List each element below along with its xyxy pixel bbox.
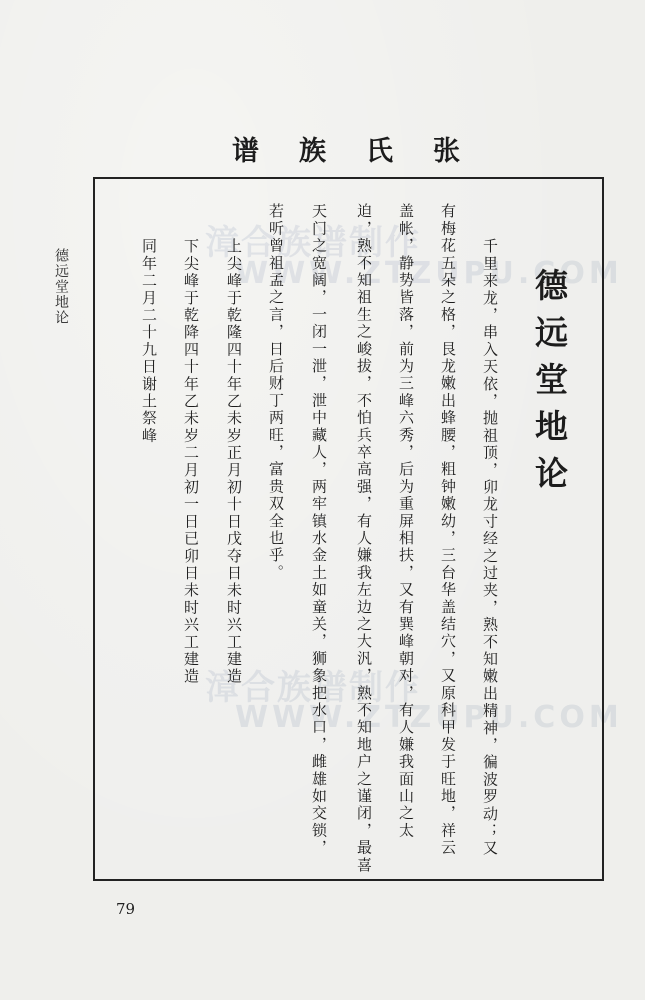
- watermark-url: WWW.ZTZUPU.COM: [235, 256, 623, 291]
- page-number: 79: [116, 900, 136, 918]
- text-column: 千里来龙，串入天依，抛祖顶，卯龙寸经之过夹，熟不知嫩出精神，徧波罗动；又: [481, 238, 499, 858]
- header-char: 族: [299, 135, 328, 167]
- text-column: 同年二月二十九日谢土祭峰: [140, 238, 158, 445]
- text-column: 上尖峰于乾隆四十年乙未岁正月初十日戊夺日未时兴工建造: [225, 238, 243, 686]
- text-column: 盖帐，静势皆落，前为三峰六秀，后为重屏相扶，又有巽峰朝对，有人嫌我面山之太: [397, 203, 415, 840]
- text-column: 下尖峰于乾降四十年乙未岁二月初一日已卯日未时兴工建造: [182, 238, 200, 686]
- page-header: [232, 128, 462, 168]
- text-column: 天门之宽阔，一闭一泄，泄中藏人，两牢镇水金土如童关，狮象把水口，雌雄如交锁，: [310, 203, 328, 857]
- watermark-text: 漳合族谱制作: [205, 668, 421, 708]
- side-running-title: 德远堂地论: [53, 248, 69, 326]
- watermark-url: WWW.ZTZUPU.COM: [235, 700, 623, 735]
- header-char: 谱: [232, 135, 261, 167]
- article-title: 德远堂地论: [530, 268, 569, 503]
- text-column: 迫，熟不知祖生之峻拔，不怕兵卒高强，有人嫌我左边之大汎，熟不知地户之谨闭，最喜: [355, 203, 373, 874]
- text-column: 有梅花五朵之格，艮龙嫩出蜂腰，粗钟嫩幼，三台华盖结穴，又原科甲发于旺地，祥云: [439, 203, 457, 857]
- text-column: 若听曾祖孟之言，日后财丁两旺，富贵双全也乎。: [267, 203, 285, 582]
- watermark-text: 漳合族谱制作: [205, 223, 421, 263]
- header-char: 氏: [366, 135, 395, 167]
- header-char: 张: [433, 135, 462, 167]
